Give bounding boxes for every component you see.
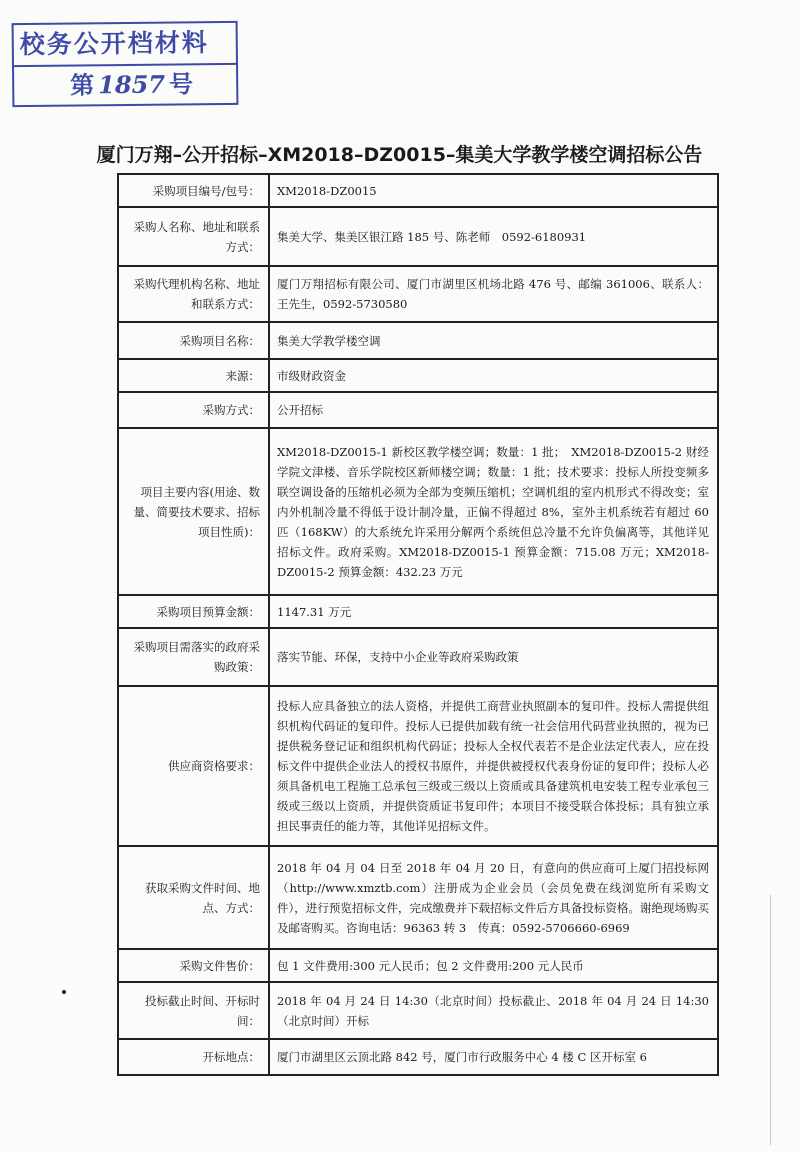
table-row (118, 1039, 718, 1075)
table-row (118, 949, 718, 982)
row-label: 投标截止时间、开标时间： (118, 982, 269, 1039)
table-row (118, 174, 718, 207)
stamp-handwritten-number: 1857 (98, 69, 166, 100)
stamp-number-line (14, 65, 236, 105)
page-title: 厦门万翔–公开招标–XM2018–DZ0015–集美大学教学楼空调招标公告 (96, 144, 703, 166)
table-row (118, 266, 718, 322)
row-value: XM2018-DZ0015-1 新校区教学楼空调；数量：1 批； XM2018-DZ0015-2 财经学院文津楼、音乐学院校区新师楼空调；数量：1 批；技术要求：投标人所投变频多联空调设备的压缩机必须为全部为变频压缩机；空调机组的室内机形式不得改变；室内外机制冷量不得低于设计制冷量，正偏不得超过 8%，室外主机系统若有超过 60 匹（168KW）的大系统允许采用分解两个系统但总冷量不允许负偏离等，其他详见招标文件。政府采购。XM2018-DZ0015-1 预算金额：715.08 万元；XM2018-DZ0015-2 预算金额：432.23 万元 (269, 428, 718, 595)
row-label: 采购方式： (118, 392, 269, 428)
row-value: 市级财政资金 (269, 359, 718, 392)
table-row (118, 846, 718, 949)
stamp-suffix: 号 (168, 70, 194, 99)
table-row (118, 595, 718, 628)
row-value: 公开招标 (269, 392, 718, 428)
row-label: 采购人名称、地址和联系方式： (118, 207, 269, 266)
row-value: 集美大学、集美区银江路 185 号、陈老师 0592-6180931 (269, 207, 718, 266)
stamp-prefix: 第 (70, 71, 95, 100)
row-label: 采购项目名称： (118, 322, 269, 359)
table-row (118, 207, 718, 266)
table-row (118, 628, 718, 686)
archive-stamp (12, 21, 239, 107)
row-value: 1147.31 万元 (269, 595, 718, 628)
row-label: 开标地点： (118, 1039, 269, 1075)
stamp-title: 校务公开档材料 (14, 23, 236, 67)
row-label: 采购项目预算金额： (118, 595, 269, 628)
scan-speck (62, 990, 66, 994)
table-row (118, 359, 718, 392)
table-row (118, 392, 718, 428)
row-label: 供应商资格要求： (118, 686, 269, 846)
table-row (118, 982, 718, 1039)
table-row (118, 322, 718, 359)
row-label: 来源： (118, 359, 269, 392)
row-label: 采购文件售价： (118, 949, 269, 982)
row-value: 集美大学教学楼空调 (269, 322, 718, 359)
row-label: 采购项目编号/包号： (118, 174, 269, 207)
row-value: 厦门万翔招标有限公司、厦门市湖里区机场北路 476 号、邮编 361006、联系人：王先生，0592-5730580 (269, 266, 718, 322)
table-row (118, 686, 718, 846)
row-label: 采购项目需落实的政府采购政策： (118, 628, 269, 686)
row-value: 投标人应具备独立的法人资格，并提供工商营业执照副本的复印件。投标人需提供组织机构代码证的复印件。投标人已提供加载有统一社会信用代码营业执照的，视为已提供税务登记证和组织机构代码证；投标人全权代表若不是企业法定代表人，应在投标文件中提供企业法人的授权书原件，并提供被授权代表身份证的复印件；投标人必须具备机电工程施工总承包三级或三级以上资质或具备建筑机电安装工程专业承包三级或三级以上资质，并提供资质证书复印件；本项目不接受联合体投标；具有独立承担民事责任的能力等，其他详见招标文件。 (269, 686, 718, 846)
announcement-table (117, 173, 719, 1076)
row-value: XM2018-DZ0015 (269, 174, 718, 207)
row-value: 2018 年 04 月 24 日 14:30（北京时间）投标截止、2018 年 04 月 24 日 14:30（北京时间）开标 (269, 982, 718, 1039)
scan-edge-line (770, 895, 771, 1145)
row-value: 2018 年 04 月 04 日至 2018 年 04 月 20 日，有意向的供应商可上厦门招投标网（http://www.xmztb.com）注册成为企业会员（会员免费在线浏览所有采购文件），进行预览招标文件，完成缴费并下载招标文件后方具备投标资格。谢绝现场购买及邮寄购买。咨询电话：96363 转 3 传真：0592-5706660-6969 (269, 846, 718, 949)
table-row (118, 428, 718, 595)
row-value: 厦门市湖里区云顶北路 842 号，厦门市行政服务中心 4 楼 C 区开标室 6 (269, 1039, 718, 1075)
row-label: 采购代理机构名称、地址和联系方式： (118, 266, 269, 322)
row-value: 包 1 文件费用:300 元人民币；包 2 文件费用:200 元人民币 (269, 949, 718, 982)
row-label: 获取采购文件时间、地点、方式： (118, 846, 269, 949)
row-label: 项目主要内容(用途、数量、简要技术要求、招标项目性质)： (118, 428, 269, 595)
row-value: 落实节能、环保，支持中小企业等政府采购政策 (269, 628, 718, 686)
